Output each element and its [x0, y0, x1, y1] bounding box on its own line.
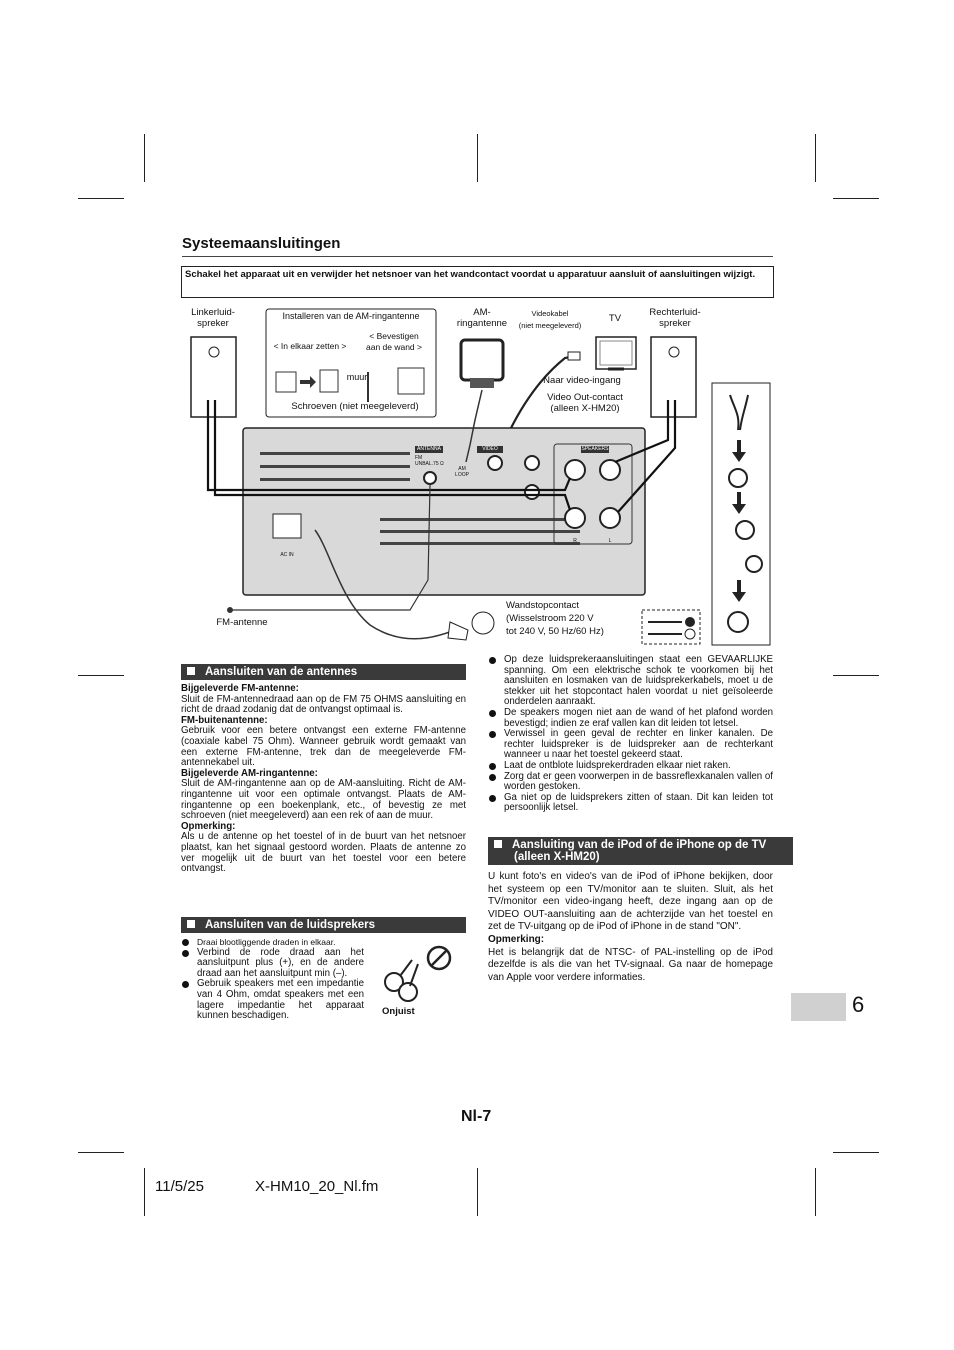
ipod-header: Aansluiting van de iPod of de iPhone op de TV (alleen X-HM20)	[488, 837, 793, 865]
am-fasten-label: < Bevestigen aan de wand >	[365, 331, 422, 352]
list-item: Verbind de rode draad aan het aansluitpunt plus (+), en de andere draad aan het aansluitpunt min (–).	[181, 948, 364, 980]
crop-mark	[144, 1168, 145, 1216]
wall-socket-label: Wandstopcontact (Wisselstroom 220 V tot 240 V, 50 Hz/60 Hz)	[506, 600, 604, 637]
list-item: Op deze luidsprekeraansluitingen staat een GEVAARLIJKE spanning. Om een elektrische schok te voorkomen bij het aansluiten en losmaken van de luidsprekerkabels, moet u de stekker uit het stopcontact halen voordat u niet geïsoleerde onderdelen aanraakt.	[488, 655, 773, 708]
footer-date: 11/5/25	[155, 1178, 204, 1195]
ipod-section: U kunt foto's en video's van de iPod of iPhone bekijken, door het systeem op een TV/monitor aan te sluiten. Sluit, als het TV/monitor een video-ingang heeft, deze ingang aan op de VIDEO OUT-aansluiting aan de achterzijde van het toestel en zet de TV-uitgang op de iPod of iPhone in de stand "ON". Opmerking: Het is belangrijk dat de NTSC- of PAL-instelling op de iPod dezelfde is als die van het TV-signaal. Ga naar de homepage van Apple voor verdere informaties.	[488, 871, 773, 983]
terminal-step-icon	[746, 556, 762, 572]
video-input-label: Naar video-ingang	[543, 375, 621, 386]
crop-mark	[833, 675, 879, 676]
right-speaker-box	[651, 337, 696, 417]
video-cable-label: Videokabel (niet meegeleverd)	[518, 309, 582, 330]
ac-in-socket	[273, 514, 301, 538]
crop-mark	[78, 198, 124, 199]
am-antenna-stand	[470, 378, 494, 388]
wrong-wire-illustration	[374, 940, 464, 1006]
panel-ac-in-label: AC IN	[280, 552, 294, 558]
panel-am-label: AM LOOP	[455, 466, 469, 478]
page-number: Nl-7	[461, 1108, 492, 1125]
panel-speakers-label: SPEAKERS	[581, 446, 609, 452]
square-bullet-icon	[187, 667, 195, 675]
list-item: Draai blootliggende draden in elkaar.	[181, 937, 364, 948]
list-item: Gebruik speakers met een impedantie van 4 Ohm, omdat speakers met een lagere impedantie het apparaat kunnen beschadigen.	[181, 979, 364, 1021]
footer-file: X-HM10_20_Nl.fm	[255, 1178, 379, 1195]
terminal-step-icon	[729, 469, 747, 487]
antennas-section: Bijgeleverde FM-antenne: Sluit de FM-antennedraad aan op de FM 75 OHMS aansluiting en richt de draad zodanig dat de ontvangst optimaal is. FM-buitenantenne: Gebruik voor een betere ontvangst een externe FM-antenne (coaxiale kabel 75 Ohm). Wanneer gebruik wordt gemaakt van een externe FM-antenne, trek dan de meegeleverde FM-antennekabel uit. Bijgeleverde AM-ringantenne: Sluit de AM-ringantenne aan op de AM-aansluiting. Richt de AM-ringantenne uit voor een optimale ontvangst. Plaats de AM-ringantenne op een boekenplank, etc., of bevestig ze met schroeven (niet meegeleverd) aan een rek of aan de muur. Opmerking: Als u de antenne op het toestel of in de buurt van het netsnoer plaatst, kan het signaal gestoord worden. Plaats de antenne zo ver mogelijk uit de buurt van het toestel voor een betere ontvangst.	[181, 683, 466, 875]
panel-antenna-label: ANTENNA	[417, 446, 441, 452]
crop-mark	[78, 675, 124, 676]
power-plug	[448, 622, 468, 640]
square-bullet-icon	[187, 920, 195, 928]
speakers-section	[181, 937, 364, 1022]
right-speaker-label: Rechterluid- spreker	[649, 307, 701, 329]
list-item: Zorg dat er geen voorwerpen in de bassreflexkanalen vallen of worden gestoken.	[488, 772, 773, 793]
warning-box: Schakel het apparaat uit en verwijder het netsnoer van het wandcontact voordat u apparatuur aansluit of aansluitingen wijzigt.	[181, 266, 774, 298]
speakers-header: Aansluiten van de luidsprekers	[181, 917, 466, 933]
list-item: Laat de ontblote luidsprekerdraden elkaar niet raken.	[488, 761, 773, 772]
plus-icon	[685, 617, 695, 627]
page-tab-number: 6	[852, 992, 865, 1017]
wrong-label: Onjuist	[382, 1006, 415, 1017]
am-antenna-label: AM- ringantenne	[456, 307, 508, 329]
am-install-title: Installeren van de AM-ringantenne	[282, 311, 420, 321]
terminal-icon	[399, 983, 417, 1001]
list-item: Ga niet op de luidsprekers zitten of staan. Dit kan leiden tot persoonlijk letsel.	[488, 793, 773, 814]
crop-mark	[815, 134, 816, 182]
tv-icon	[596, 337, 636, 369]
crop-mark	[78, 1152, 124, 1153]
crop-mark	[477, 134, 478, 182]
title-rule	[182, 256, 773, 257]
terminal-step-icon	[728, 612, 748, 632]
minus-icon	[685, 629, 695, 639]
wrong-wire-svg	[374, 940, 464, 1006]
left-speaker-box	[191, 337, 236, 417]
am-assemble-label: < In elkaar zetten >	[273, 341, 347, 351]
screws-label: Schroeven (niet meegeleverd)	[291, 401, 419, 412]
antennas-header: Aansluiten van de antennes	[181, 664, 466, 680]
panel-r-label: R	[573, 538, 577, 544]
tv-label: TV	[608, 313, 622, 324]
speaker-safety-list	[488, 655, 773, 814]
video-out-label: Video Out-contact (alleen X-HM20)	[547, 392, 623, 414]
video-plug	[568, 352, 580, 360]
connection-diagram	[170, 300, 780, 650]
wall-label: muur	[346, 372, 368, 382]
panel-fm-label: FM UNBAL.75 Ω	[415, 455, 444, 467]
fm-antenna-label: FM-antenne	[216, 617, 268, 628]
panel-video-label: VIDEO	[482, 446, 498, 452]
crop-mark	[477, 1168, 478, 1216]
panel-l-label: L	[608, 538, 612, 544]
left-speaker-label: Linkerluid- spreker	[191, 307, 235, 329]
page-tab	[791, 993, 846, 1021]
list-item: De speakers mogen niet aan de wand of het plafond worden bevestigd; indien ze eraf vallen kan dit leiden tot letsel.	[488, 708, 773, 729]
connection-diagram-svg	[170, 300, 780, 650]
crop-mark	[144, 134, 145, 182]
wall-socket-icon	[472, 612, 494, 634]
crop-mark	[815, 1168, 816, 1216]
page-title: Systeemaansluitingen	[182, 235, 341, 252]
terminal-step-icon	[736, 521, 754, 539]
am-antenna-icon	[461, 340, 503, 380]
fm-antenna-end	[227, 607, 233, 613]
twisted-wire-icon	[730, 395, 748, 430]
square-bullet-icon	[494, 840, 502, 848]
list-item: Verwissel in geen geval de rechter en linker kanalen. De rechter luidspreker is de luidspreker aan de rechterkant wanneer u naar het toestel gekeerd staat.	[488, 729, 773, 761]
crop-mark	[833, 1152, 879, 1153]
crop-mark	[833, 198, 879, 199]
